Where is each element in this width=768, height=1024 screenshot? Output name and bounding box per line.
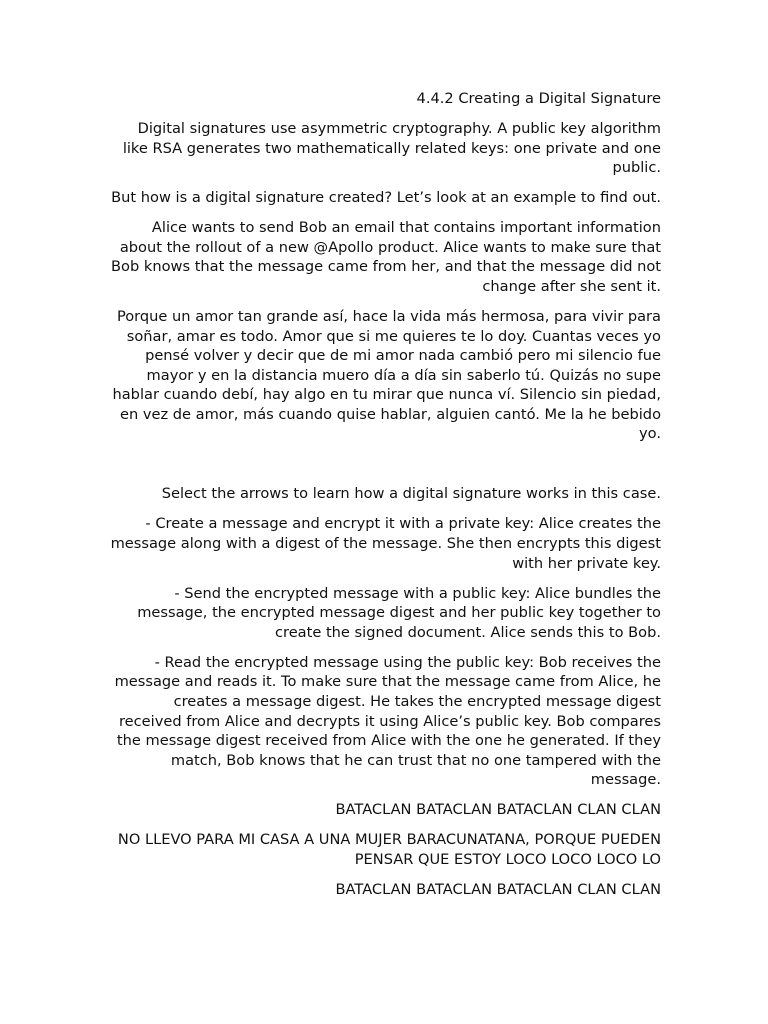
paragraph-chorus-2: BATACLAN BATACLAN BATACLAN CLAN CLAN <box>335 880 661 898</box>
paragraph-step-read: - Read the encrypted message using the public key: Bob receives the message and reads it. To make sure that the message came from Alice, he creates a message digest. He takes the encrypted message digest received from Alice and decrypts it using Alice’s public key. Bob compares the message digest received from Alice with the one he generated. If they match, Bob knows that he can trust that no one tampered with the message. <box>114 653 661 789</box>
paragraph-verse: NO LLEVO PARA MI CASA A UNA MUJER BARACUNATANA, PORQUE PUEDEN PENSAR QUE ESTOY LOCO LOCO LOCO LO <box>117 831 661 868</box>
paragraph-intro: Digital signatures use asymmetric cryptography. A public key algorithm like RSA generates two mathematically related keys: one private and one public. <box>122 119 661 177</box>
paragraph-step-create: - Create a message and encrypt it with a private key: Alice creates the message along with a digest of the message. She then encrypts this digest with her private key. <box>110 515 661 572</box>
paragraph-instructions: Select the arrows to learn how a digital signature works in this case. <box>161 485 661 503</box>
section-heading: 4.4.2 Creating a Digital Signature <box>416 90 661 107</box>
paragraph-chorus-1: BATACLAN BATACLAN BATACLAN CLAN CLAN <box>335 801 661 819</box>
paragraph-step-send: - Send the encrypted message with a public key: Alice bundles the message, the encrypted message digest and her public key together to create the signed document. Alice sends this to Bob. <box>137 584 661 641</box>
paragraph-example: Alice wants to send Bob an email that contains important information about the rollout of a new @Apollo product. Alice wants to make sure that Bob knows that the message came from her, and that the message did not change after she sent it. <box>111 219 661 295</box>
document-body <box>108 89 661 910</box>
paragraph-spanish-lyrics: Porque un amor tan grande así, hace la vida más hermosa, para vivir para soñar, amar es todo. Amor que si me quieres te lo doy. Cuantas veces yo pensé volver y decir que de mi amor nada cambió pero mi silencio fue mayor y en la distancia muero día a día sin saberlo tú. Quizás no supe hablar cuando debí, hay algo en tu mirar que nunca ví. Silencio sin piedad, en vez de amor, más cuando quise hablar, alguien cantó. Me la he bebido yo. <box>112 307 661 443</box>
blank-line <box>108 454 661 474</box>
paragraph-question: But how is a digital signature created? Let’s look at an example to find out. <box>111 189 661 207</box>
